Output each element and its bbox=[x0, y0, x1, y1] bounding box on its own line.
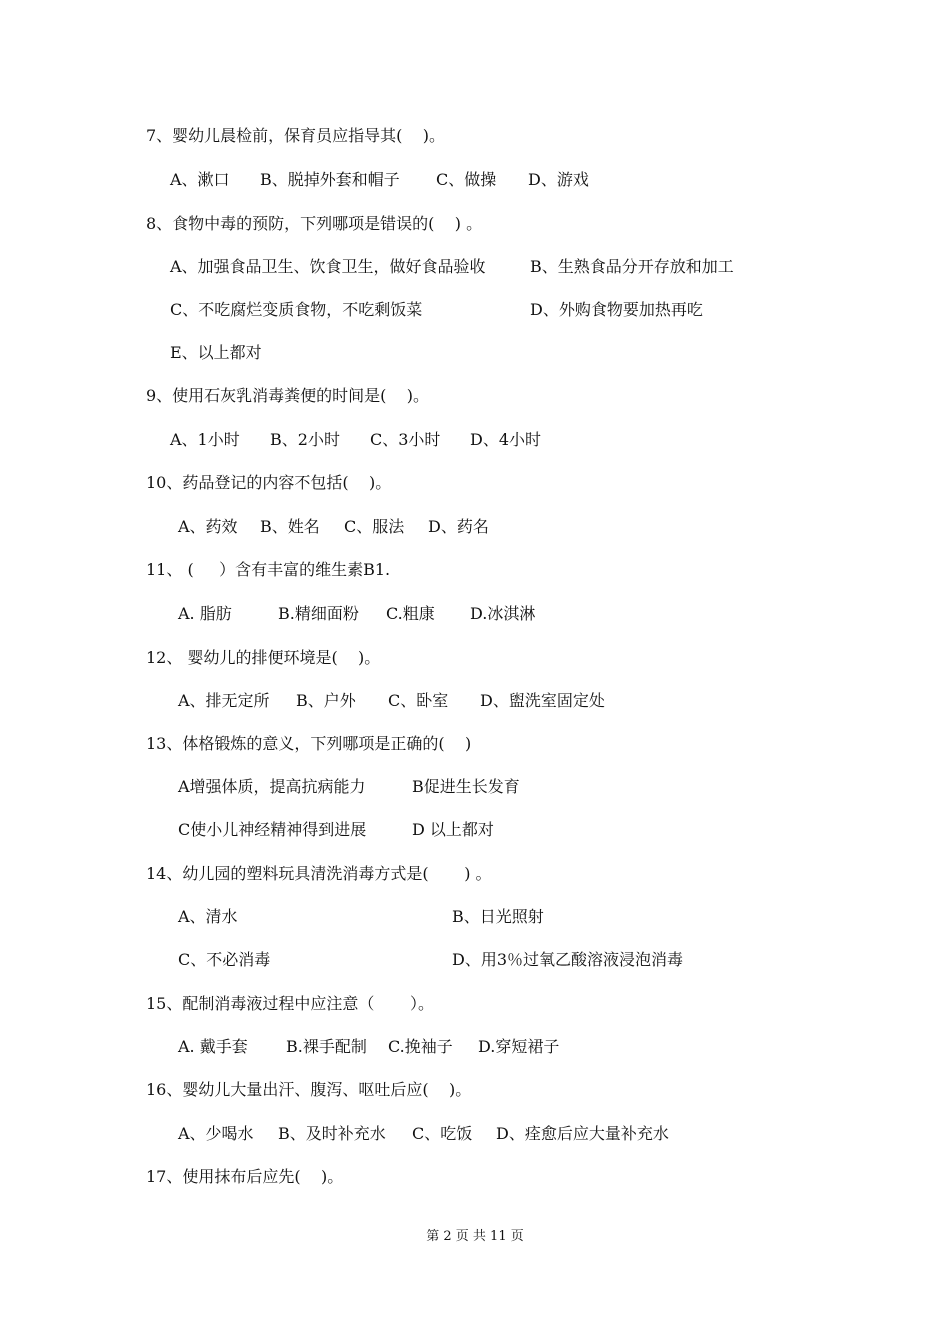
option-b: B、脱掉外套和帽子 bbox=[260, 170, 400, 189]
option-a: A. 脂肪 bbox=[178, 604, 232, 623]
option-a: A. 戴手套 bbox=[178, 1037, 248, 1056]
option-b: B、生熟食品分开存放和加工 bbox=[530, 257, 734, 276]
option-b: B、日光照射 bbox=[452, 907, 544, 926]
option-a: A增强体质，提高抗病能力 bbox=[178, 777, 366, 796]
option-b: B、及时补充水 bbox=[278, 1124, 386, 1143]
option-d: D、外购食物要加热再吃 bbox=[530, 300, 703, 319]
option-c: C.挽袖子 bbox=[388, 1037, 453, 1056]
question-8-stem: 8、食物中毒的预防，下列哪项是错误的( ) 。 bbox=[146, 214, 483, 233]
option-a: A、漱口 bbox=[170, 170, 230, 189]
question-16-stem: 16、婴幼儿大量出汗、腹泻、呕吐后应( )。 bbox=[146, 1080, 472, 1099]
option-b: B、户外 bbox=[296, 691, 356, 710]
question-14-stem: 14、幼儿园的塑料玩具清洗消毒方式是( ) 。 bbox=[146, 864, 492, 883]
option-d: D、痊愈后应大量补充水 bbox=[496, 1124, 669, 1143]
option-c: C.粗康 bbox=[386, 604, 435, 623]
question-13-stem: 13、体格锻炼的意义，下列哪项是正确的( ) bbox=[146, 734, 472, 753]
option-d: D、盥洗室固定处 bbox=[480, 691, 605, 710]
option-b: B.精细面粉 bbox=[278, 604, 359, 623]
option-e: E、以上都对 bbox=[170, 343, 262, 362]
option-b: B、2小时 bbox=[270, 430, 340, 449]
option-c: C、吃饭 bbox=[412, 1124, 473, 1143]
question-7-stem: 7、婴幼儿晨检前，保育员应指导其( )。 bbox=[146, 126, 446, 145]
option-b: B、姓名 bbox=[260, 517, 320, 536]
question-12-stem: 12、 婴幼儿的排便环境是( )。 bbox=[146, 648, 381, 667]
question-11-stem: 11、 ( ）含有丰富的维生素B1. bbox=[146, 560, 391, 579]
option-c: C、卧室 bbox=[388, 691, 449, 710]
option-a: A、清水 bbox=[178, 907, 238, 926]
option-c: C、做操 bbox=[436, 170, 497, 189]
option-c: C、服法 bbox=[344, 517, 405, 536]
option-d: D、4小时 bbox=[470, 430, 542, 449]
option-a: A、加强食品卫生、饮食卫生，做好食品验收 bbox=[170, 257, 486, 276]
option-d: D.穿短裙子 bbox=[478, 1037, 560, 1056]
option-a: A、排无定所 bbox=[178, 691, 270, 710]
question-17-stem: 17、使用抹布后应先( )。 bbox=[146, 1167, 344, 1186]
option-d: D 以上都对 bbox=[412, 820, 494, 839]
option-c: C、不必消毒 bbox=[178, 950, 271, 969]
question-10-stem: 10、药品登记的内容不包括( )。 bbox=[146, 473, 392, 492]
option-c: C、不吃腐烂变质食物，不吃剩饭菜 bbox=[170, 300, 423, 319]
option-d: D、用3％过氧乙酸溶液浸泡消毒 bbox=[452, 950, 684, 969]
option-b: B促进生长发育 bbox=[412, 777, 520, 796]
option-a: A、1小时 bbox=[170, 430, 240, 449]
option-a: A、药效 bbox=[178, 517, 238, 536]
page-footer: 第 2 页 共 11 页 bbox=[426, 1229, 524, 1244]
option-c: C、3小时 bbox=[370, 430, 441, 449]
option-d: D、药名 bbox=[428, 517, 489, 536]
question-15-stem: 15、配制消毒液过程中应注意（ ）。 bbox=[146, 994, 434, 1013]
option-b: B.裸手配制 bbox=[286, 1037, 367, 1056]
option-a: A、少喝水 bbox=[178, 1124, 254, 1143]
option-d: D、游戏 bbox=[528, 170, 589, 189]
option-c: C使小儿神经精神得到进展 bbox=[178, 820, 367, 839]
option-d: D.冰淇淋 bbox=[470, 604, 536, 623]
question-9-stem: 9、使用石灰乳消毒粪便的时间是( )。 bbox=[146, 386, 430, 405]
